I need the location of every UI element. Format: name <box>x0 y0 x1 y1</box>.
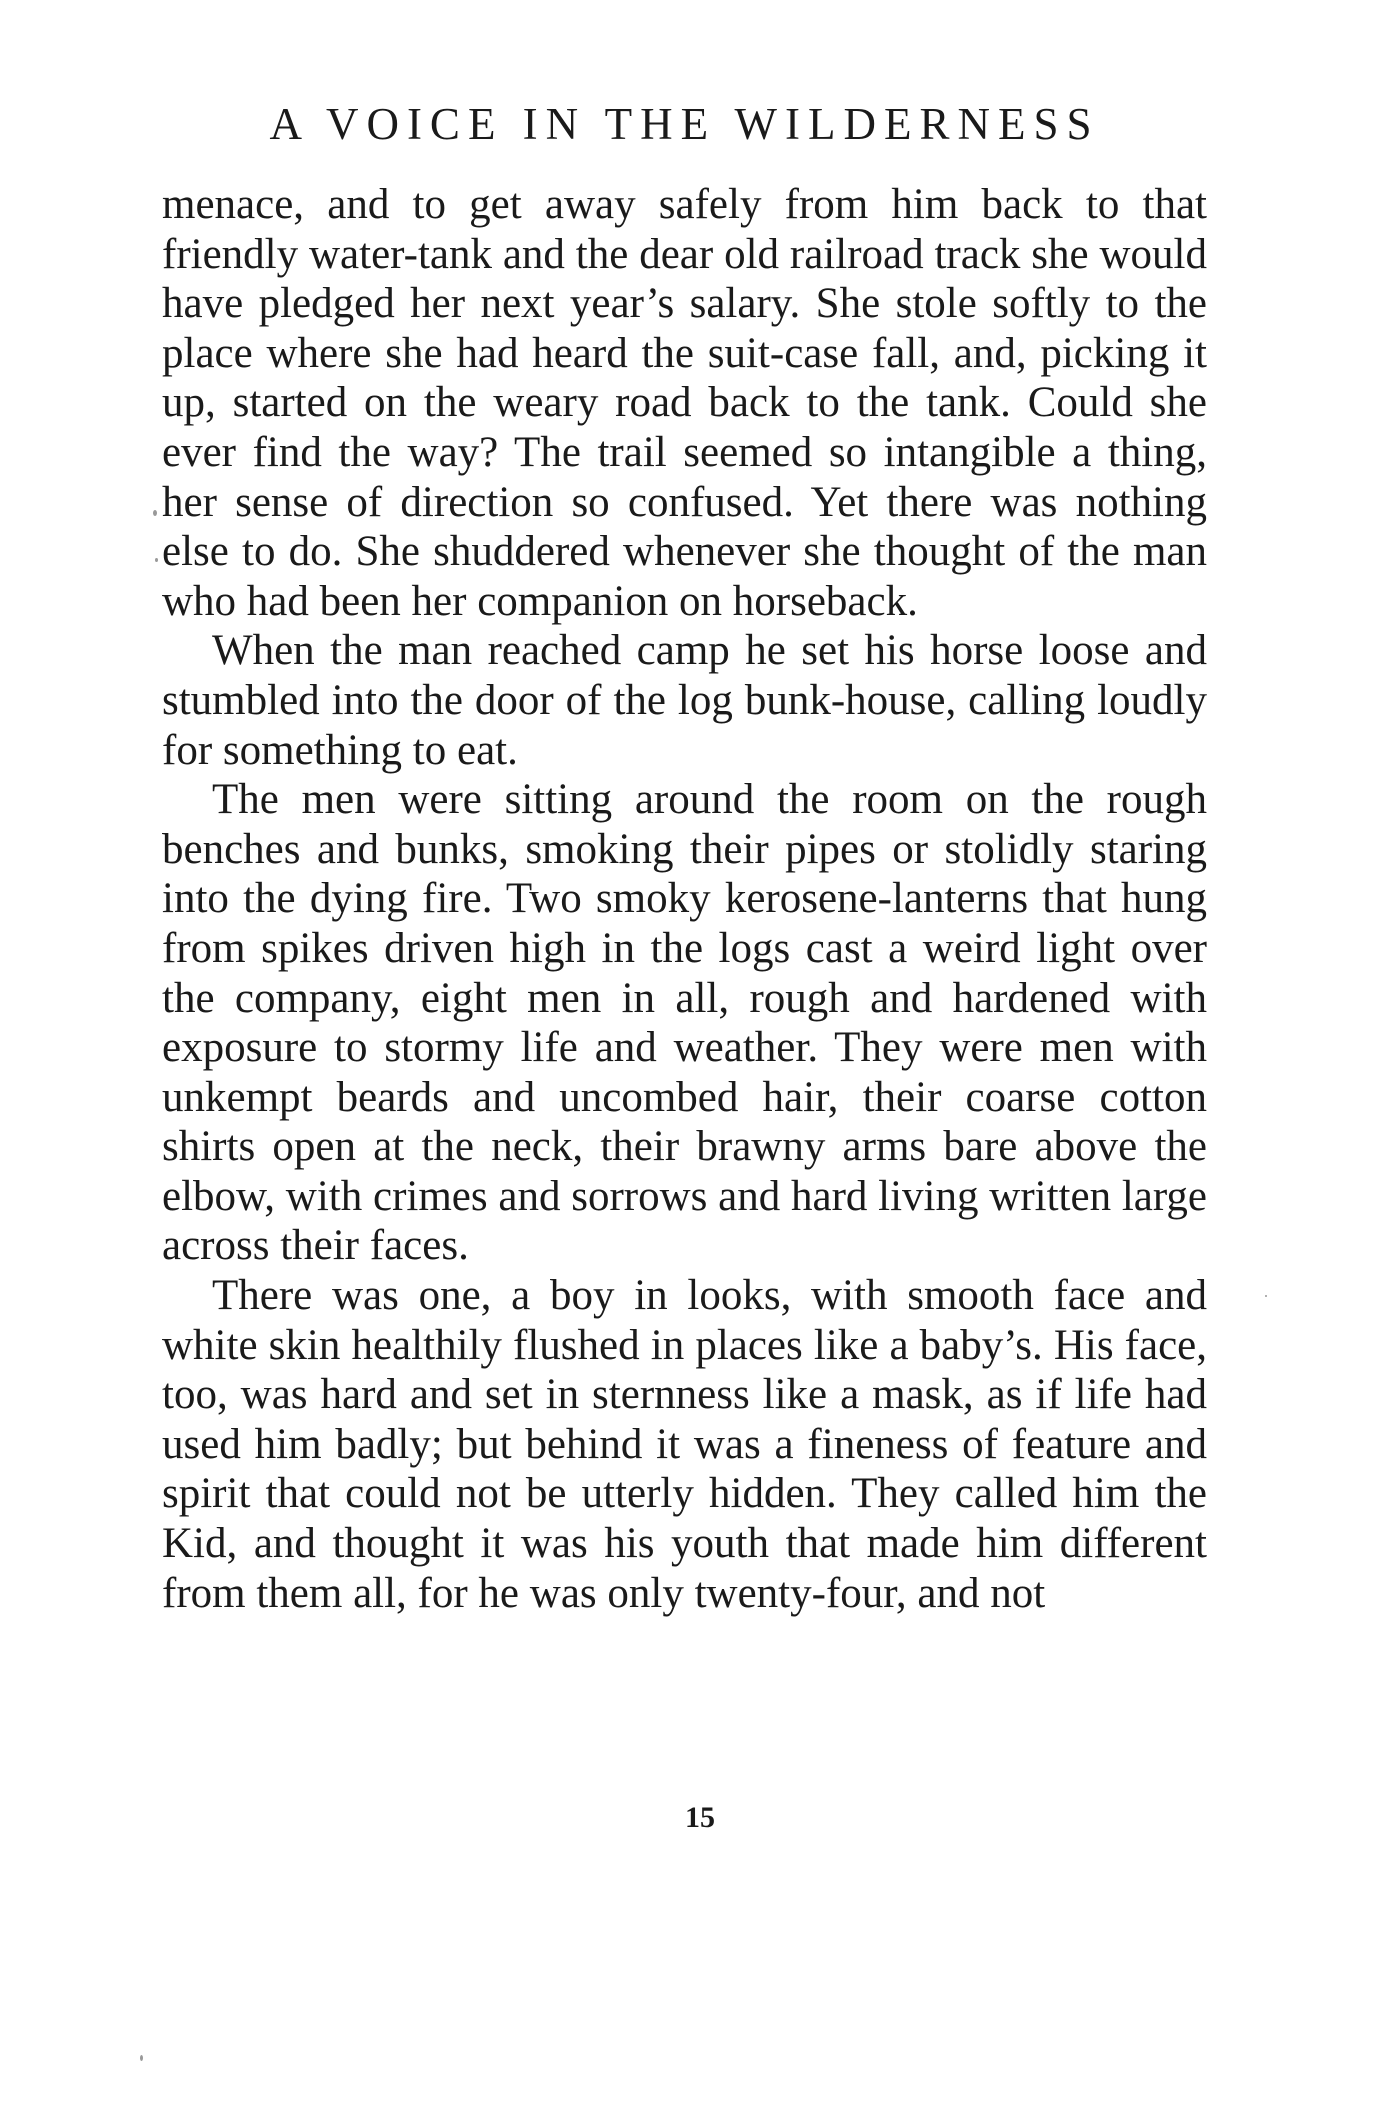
speck <box>155 558 158 562</box>
paragraph-3: The men were sitting around the room on the rough benches and bunks, smoking their pipes or stolidly staring into the dying fire. Two smoky kerosene-lanterns that hung from spikes driven high in the logs cast a weird light over the company, eight men in all, rough and hardened with exposure to stormy life and weather. They were men with unkempt beards and uncombed hair, their coarse cotton shirts open at the neck, their brawny arms bare above the elbow, with crimes and sorrows and hard living written large across their faces. <box>162 776 1207 1270</box>
speck <box>1265 1295 1267 1297</box>
body-text <box>162 180 1207 1618</box>
speck <box>153 510 157 516</box>
paragraph-4: There was one, a boy in looks, with smooth face and white skin healthily flushed in places like a baby’s. His face, too, was hard and set in sternness like a mask, as if life had used him badly; but behind it was a fineness of feature and spirit that could not be utterly hidden. They called him the Kid, and thought it was his youth that made him different from them all, for he was only twenty-four, and not <box>162 1272 1207 1617</box>
running-head: A VOICE IN THE WILDERNESS <box>269 99 1100 149</box>
paragraph-1: menace, and to get away safely from him back to that friendly water-tank and the dear old railroad track she would have pledged her next year’s salary. She stole softly to the place where she had heard the suit-case fall, and, picking it up, started on the weary road back to the tank. Could she ever find the way? The trail seemed so intangible a thing, her sense of direction so confused. Yet there was nothing else to do. She shuddered whenever she thought of the man who had been her companion on horseback. <box>162 181 1207 625</box>
page-number: 15 <box>685 1801 715 1834</box>
speck <box>140 2055 143 2061</box>
paragraph-2: When the man reached camp he set his horse loose and stumbled into the door of the log bunk-house, calling loudly for something to eat. <box>162 627 1207 774</box>
